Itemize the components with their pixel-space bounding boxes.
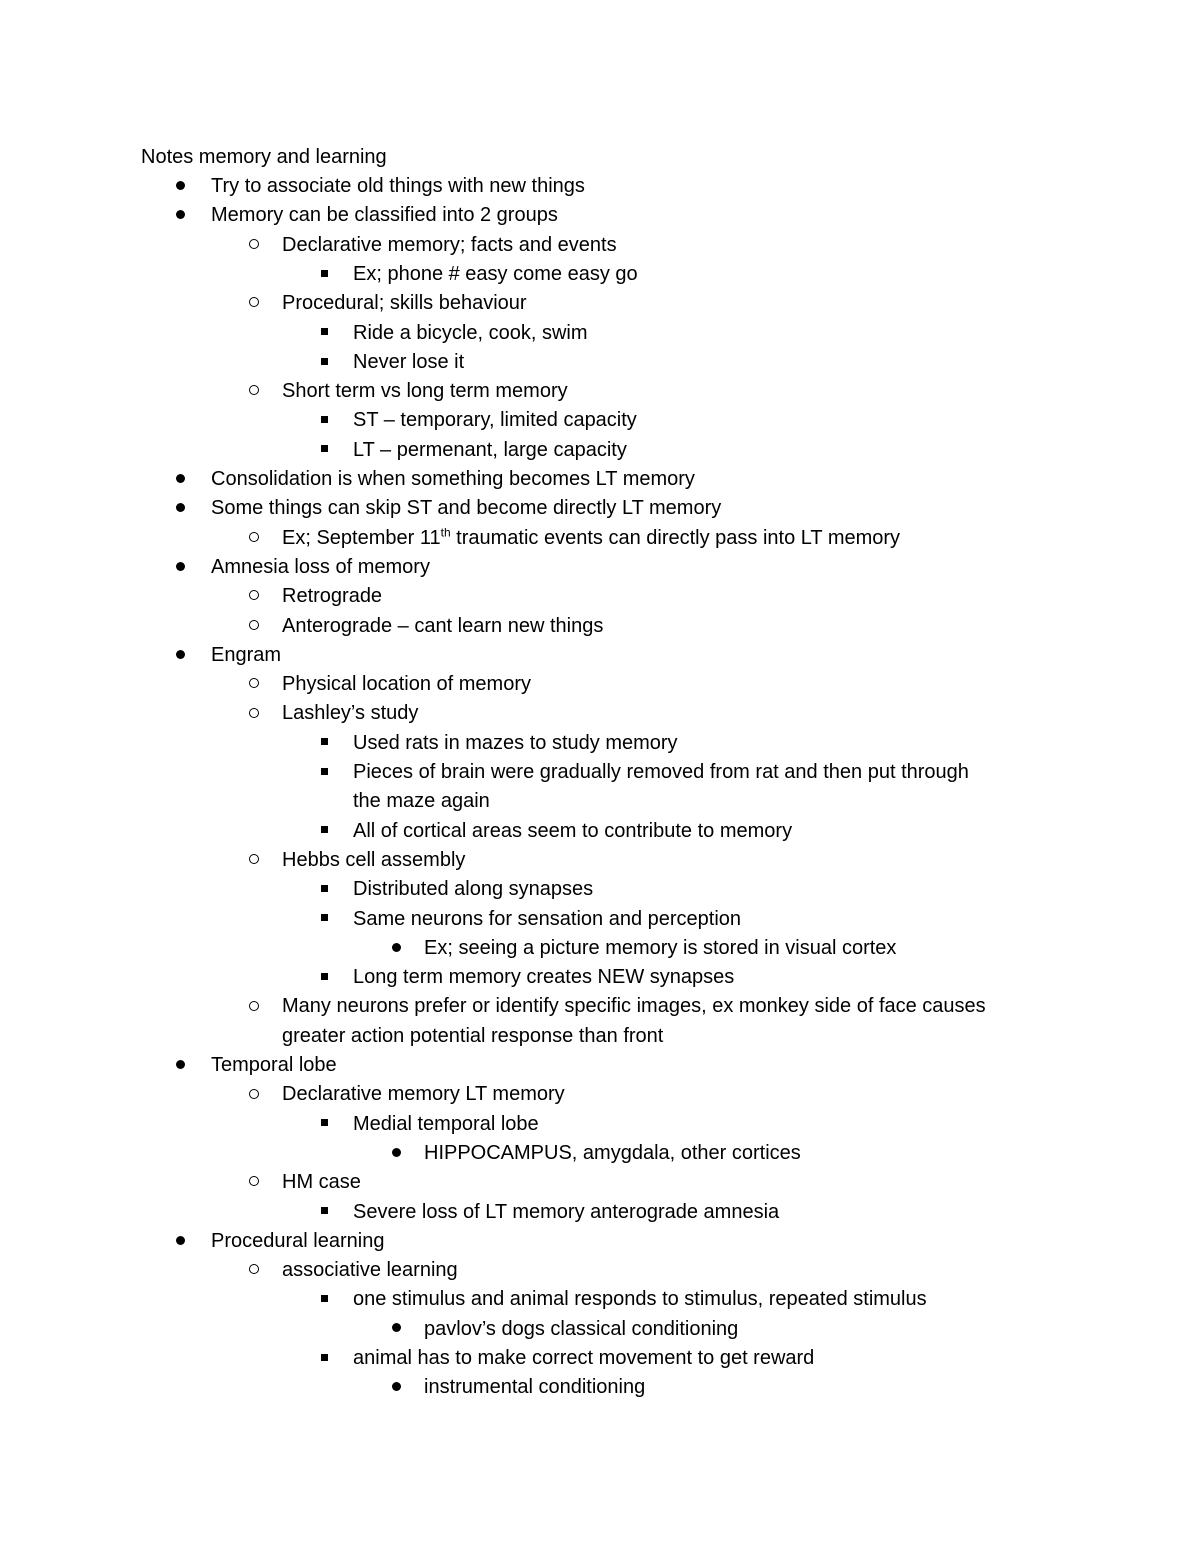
bullet-ring-icon bbox=[242, 231, 266, 260]
list-item-text: Amnesia loss of memory bbox=[211, 555, 430, 578]
list-item-text: Physical location of memory bbox=[282, 673, 531, 696]
bullet-ring-icon bbox=[242, 846, 266, 875]
list-item-text: HIPPOCAMPUS, amygdala, other cortices bbox=[424, 1141, 801, 1164]
bullet-ring-icon bbox=[242, 1256, 266, 1285]
list-item-text: Temporal lobe bbox=[211, 1054, 337, 1076]
list-item-continuation: greater action potential response than front bbox=[282, 1024, 664, 1047]
bullet-ring-icon bbox=[242, 1168, 266, 1197]
bullet-dot-icon bbox=[168, 494, 192, 523]
list-item-text: Ex; seeing a picture memory is stored in visual cortex bbox=[424, 936, 897, 959]
list-item-text: LT – permenant, large capacity bbox=[353, 438, 627, 461]
bullet-square-icon bbox=[312, 319, 336, 348]
list-item-text: Used rats in mazes to study memory bbox=[353, 731, 678, 754]
bullet-square-icon bbox=[312, 436, 336, 465]
list-item-text: Some things can skip ST and become directly LT memory bbox=[211, 497, 722, 520]
list-item-text: Try to associate old things with new things bbox=[211, 175, 585, 197]
list-item-text: Many neurons prefer or identify specific images, ex monkey side of face causes bbox=[282, 995, 986, 1018]
bullet-square-icon bbox=[312, 817, 336, 846]
list-item-text: one stimulus and animal responds to stimulus, repeated stimulus bbox=[353, 1288, 927, 1311]
bullet-square-icon bbox=[312, 963, 336, 992]
list-item-text: Ex; September 11th traumatic events can directly pass into LT memory bbox=[282, 524, 901, 549]
bullet-ring-icon bbox=[242, 670, 266, 699]
bullet-square-icon bbox=[312, 905, 336, 934]
bullet-square-icon bbox=[312, 348, 336, 377]
list-item-text: Long term memory creates NEW synapses bbox=[353, 966, 735, 989]
bullet-square-icon bbox=[312, 1110, 336, 1139]
list-item-text: Procedural; skills behaviour bbox=[282, 292, 527, 315]
bullet-dot-icon bbox=[168, 465, 192, 494]
bullet-square-icon bbox=[312, 729, 336, 758]
bullet-dot-icon bbox=[384, 934, 408, 963]
list-item-text: Never lose it bbox=[353, 350, 465, 373]
bullet-dot-icon bbox=[168, 553, 192, 582]
list-item-text: Pieces of brain were gradually removed from rat and then put through bbox=[353, 761, 969, 783]
list-item-text: Severe loss of LT memory anterograde amnesia bbox=[353, 1200, 780, 1223]
list-item-text: HM case bbox=[282, 1171, 361, 1194]
list-item-text: Lashley’s study bbox=[282, 702, 419, 725]
bullet-dot-icon bbox=[384, 1139, 408, 1168]
page-title: Notes memory and learning bbox=[141, 146, 387, 168]
bullet-ring-icon bbox=[242, 289, 266, 318]
bullet-square-icon bbox=[312, 1285, 336, 1314]
bullet-dot-icon bbox=[168, 172, 192, 201]
list-item-text: Retrograde bbox=[282, 585, 383, 608]
list-item-text: Short term vs long term memory bbox=[282, 380, 568, 403]
bullet-ring-icon bbox=[242, 524, 266, 553]
bullet-square-icon bbox=[312, 1198, 336, 1227]
list-item-text: Memory can be classified into 2 groups bbox=[211, 204, 558, 227]
bullet-dot-icon bbox=[384, 1315, 408, 1344]
list-item-text: Procedural learning bbox=[211, 1229, 385, 1252]
list-item-text: associative learning bbox=[282, 1259, 458, 1282]
list-item-text: Consolidation is when something becomes LT memory bbox=[211, 468, 695, 490]
bullet-dot-icon bbox=[168, 641, 192, 670]
bullet-square-icon bbox=[312, 758, 336, 787]
list-item-text: pavlov’s dogs classical conditioning bbox=[424, 1317, 739, 1340]
list-item-text: Medial temporal lobe bbox=[353, 1112, 539, 1135]
list-item-text: All of cortical areas seem to contribute to memory bbox=[353, 819, 793, 842]
bullet-ring-icon bbox=[242, 992, 266, 1021]
list-item-continuation: the maze again bbox=[353, 790, 490, 813]
bullet-square-icon bbox=[312, 260, 336, 289]
list-item-text: Ex; phone # easy come easy go bbox=[353, 262, 638, 285]
list-item-text: Declarative memory LT memory bbox=[282, 1083, 565, 1106]
list-item-text: Hebbs cell assembly bbox=[282, 848, 466, 871]
bullet-dot-icon bbox=[168, 201, 192, 230]
list-item-text: instrumental conditioning bbox=[424, 1376, 646, 1399]
list-item-text: animal has to make correct movement to get reward bbox=[353, 1347, 815, 1369]
list-item-text: Engram bbox=[211, 643, 282, 666]
bullet-ring-icon bbox=[242, 699, 266, 728]
bullet-dot-icon bbox=[168, 1051, 192, 1080]
bullet-square-icon bbox=[312, 875, 336, 904]
bullet-ring-icon bbox=[242, 612, 266, 641]
bullet-ring-icon bbox=[242, 1080, 266, 1109]
list-item-text: ST – temporary, limited capacity bbox=[353, 409, 637, 432]
list-item-text: Anterograde – cant learn new things bbox=[282, 614, 604, 637]
list-item-text: Distributed along synapses bbox=[353, 878, 594, 901]
list-item-text: Ride a bicycle, cook, swim bbox=[353, 321, 588, 344]
bullet-square-icon bbox=[312, 406, 336, 435]
bullet-ring-icon bbox=[242, 377, 266, 406]
bullet-square-icon bbox=[312, 1344, 336, 1373]
list-item-text: Declarative memory; facts and events bbox=[282, 233, 617, 256]
bullet-dot-icon bbox=[384, 1373, 408, 1402]
bullet-dot-icon bbox=[168, 1227, 192, 1256]
list-item-text: Same neurons for sensation and perception bbox=[353, 907, 742, 930]
bullet-ring-icon bbox=[242, 582, 266, 611]
